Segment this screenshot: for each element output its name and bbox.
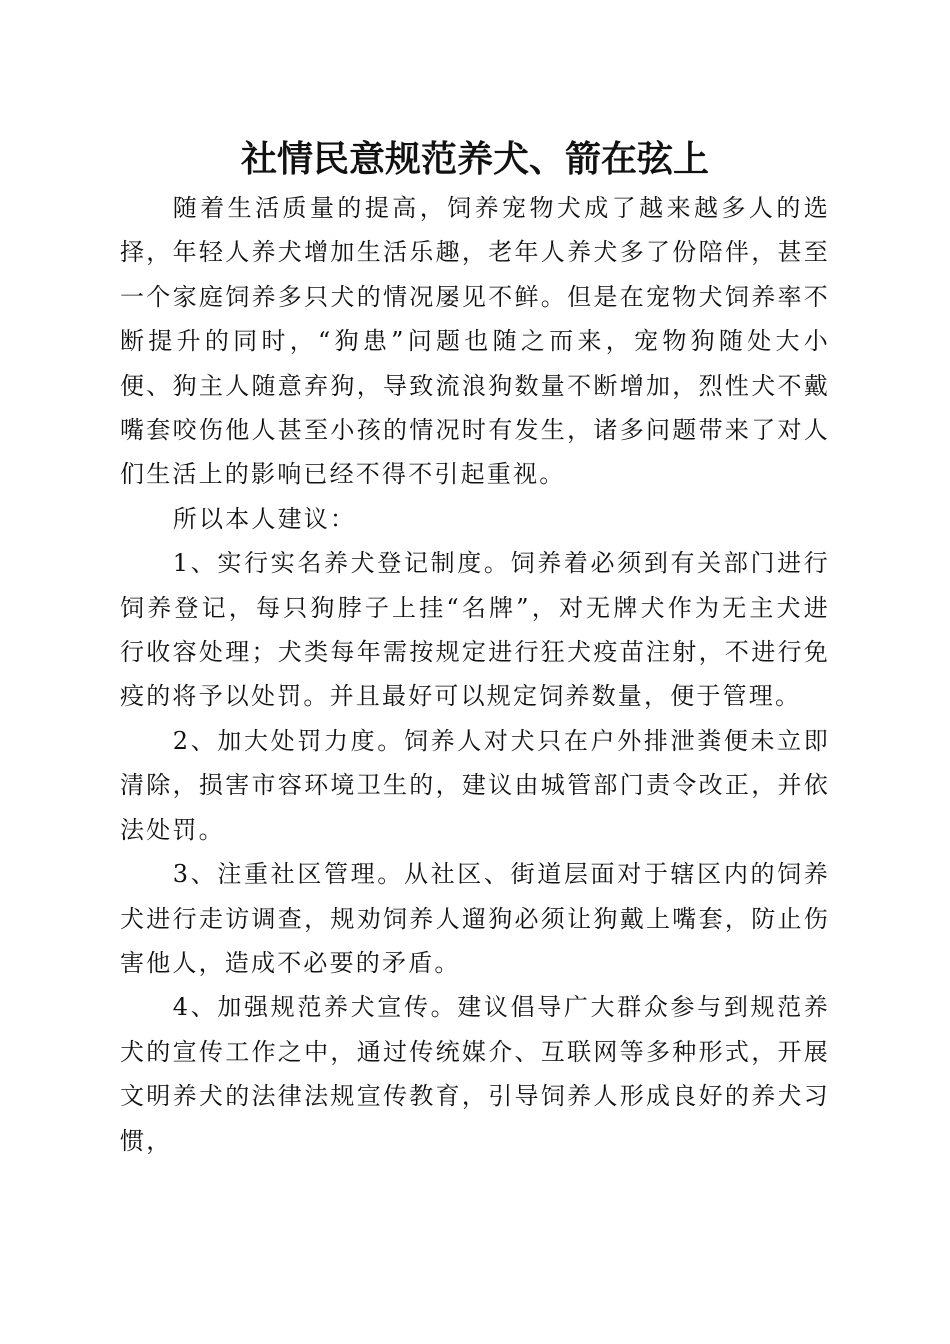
paragraph-item-2: 2、加大处罚力度。饲养人对犬只在户外排泄粪便未立即清除，损害市容环境卫生的，建议由城管部门责令改正，并依法处罚。 (120, 726, 830, 844)
paragraph-intro: 随着生活质量的提高，饲养宠物犬成了越来越多人的选择，年轻人养犬增加生活乐趣，老年人养犬多了份陪伴，甚至一个家庭饲养多只犬的情况屡见不鲜。但是在宠物犬饲养率不断提升的同时，“狗患”问题也随之而来，宠物狗随处大小便、狗主人随意弃狗，导致流浪狗数量不断增加，烈性犬不戴嘴套咬伤他人甚至小孩的情况时有发生，诸多问题带来了对人们生活上的影响已经不得不引起重视。 (120, 194, 830, 489)
paragraph-item-4: 4、加强规范养犬宣传。建议倡导广大群众参与到规范养犬的宣传工作之中，通过传统媒介、互联网等多种形式，开展文明养犬的法律法规宣传教育，引导饲养人形成良好的养犬习惯， (120, 993, 830, 1155)
document-body (120, 186, 830, 1163)
paragraph-item-1: 1、实行实名养犬登记制度。饲养着必须到有关部门进行饲养登记，每只狗脖子上挂“名牌”，对无牌犬作为无主犬进行收容处理；犬类每年需按规定进行狂犬疫苗注射，不进行免疫的将予以处罚。并且最好可以规定饲养数量，便于管理。 (120, 549, 830, 711)
document-title: 社情民意规范养犬、箭在弦上 (240, 138, 709, 180)
paragraph-item-3: 3、注重社区管理。从社区、街道层面对于辖区内的饲养犬进行走访调查，规劝饲养人遛狗必须让狗戴上嘴套，防止伤害他人，造成不必要的矛盾。 (120, 860, 830, 977)
paragraph-suggestion-lead: 所以本人建议： (172, 504, 357, 533)
